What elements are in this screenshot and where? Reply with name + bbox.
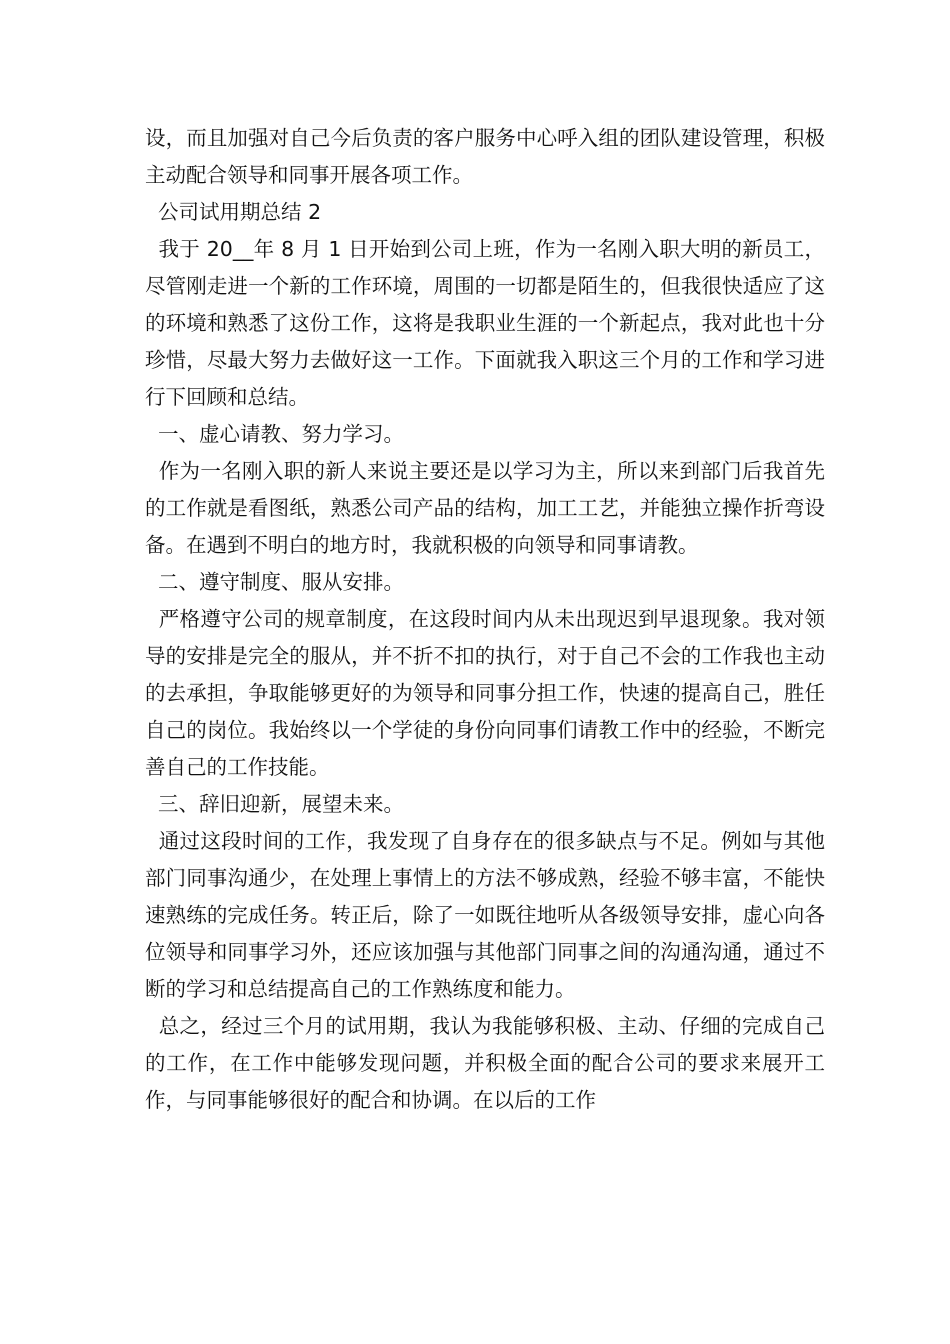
paragraph-conclusion: 总之，经过三个月的试用期，我认为我能够积极、主动、仔细的完成自己的工作，在工作中能够发现问题，并积极全面的配合公司的要求来展开工作，与同事能够很好的配合和协调。在以后的工作 — [145, 1014, 825, 1112]
subheading-2: 二、遵守制度、服从安排。 — [145, 570, 405, 594]
section-heading: 公司试用期总结 2 — [145, 200, 322, 224]
paragraph-continuation: 设，而且加强对自己今后负责的客户服务中心呼入组的团队建设管理，积极主动配合领导和同事开展各项工作。 — [145, 126, 825, 187]
paragraph-3: 通过这段时间的工作，我发现了自身存在的很多缺点与不足。例如与其他部门同事沟通少，在处理上事情上的方法不够成熟，经验不够丰富，不能快速熟练的完成任务。转正后，除了一如既往地听从各级领导安排，虚心向各位领导和同事学习外，还应该加强与其他部门同事之间的沟通沟通，通过不断的学习和总结提高自己的工作熟练度和能力。 — [145, 829, 825, 1001]
paragraph-2: 严格遵守公司的规章制度，在这段时间内从未出现迟到早退现象。我对领导的安排是完全的服从，并不折不扣的执行，对于自己不会的工作我也主动的去承担，争取能够更好的为领导和同事分担工作，快速的提高自己，胜任自己的岗位。我始终以一个学徒的身份向同事们请教工作中的经验，不断完善自己的工作技能。 — [145, 607, 825, 779]
subheading-3: 三、辞旧迎新，展望未来。 — [145, 792, 405, 816]
paragraph-intro: 我于 20__年 8 月 1 日开始到公司上班，作为一名刚入职大明的新员工，尽管刚走进一个新的工作环境，周围的一切都是陌生的，但我很快适应了这的环境和熟悉了这份工作，这将是我职业生涯的一个新起点，我对此也十分珍惜，尽最大努力去做好这一工作。下面就我入职这三个月的工作和学习进行下回顾和总结。 — [145, 237, 825, 409]
paragraph-1: 作为一名刚入职的新人来说主要还是以学习为主，所以来到部门后我首先的工作就是看图纸，熟悉公司产品的结构，加工工艺，并能独立操作折弯设备。在遇到不明白的地方时，我就积极的向领导和同事请教。 — [145, 459, 825, 557]
subheading-1: 一、虚心请教、努力学习。 — [145, 422, 405, 446]
document-body — [145, 120, 825, 1119]
